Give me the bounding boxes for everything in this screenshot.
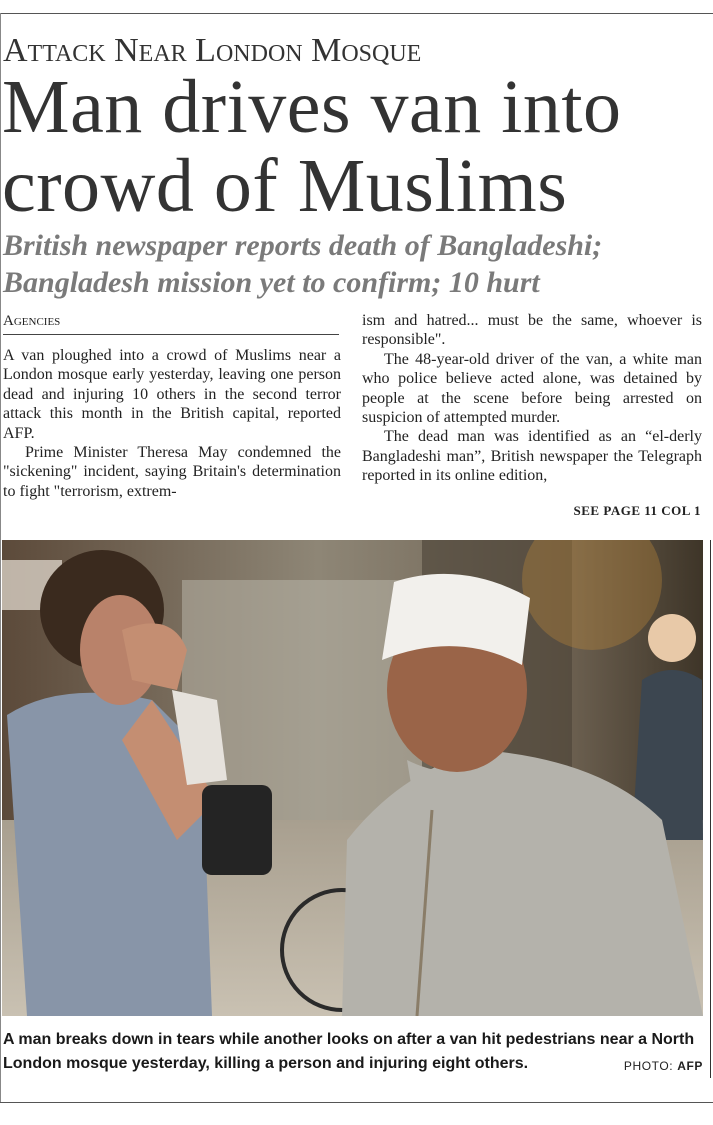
article-column-right bbox=[362, 311, 702, 486]
paragraph: Prime Minister Theresa May condemned the "sickening" incident, saying Britain's determination to fight "terrorism, extrem- bbox=[3, 444, 341, 500]
headline: Man drives van into crowd of Muslims bbox=[2, 65, 622, 228]
paragraph: A van ploughed into a crowd of Muslims near a London mosque early yesterday, leaving one person dead and injuring 10 others in the second terror attack this month in the British capital, reported AFP. bbox=[3, 347, 341, 442]
article-column-left bbox=[3, 346, 341, 501]
page-left-edge bbox=[0, 13, 1, 1103]
news-photo bbox=[2, 540, 703, 1016]
subheadline: British newspaper reports death of Bangladeshi; Bangladesh mission yet to confirm; 10 hurt bbox=[3, 229, 603, 299]
paragraph: The 48-year-old driver of the van, a white man who police believe acted alone, was detained by people at the scene before being arrested on suspicion of attempted murder. bbox=[362, 350, 702, 427]
paragraph: ism and hatred... must be the same, whoever is responsible". bbox=[362, 312, 702, 349]
photo-credit-label: PHOTO: bbox=[623, 1059, 674, 1073]
continuation-jump[interactable]: SEE PAGE 11 COL 1 bbox=[573, 503, 701, 518]
photo-credit bbox=[624, 1059, 703, 1073]
top-rule bbox=[0, 13, 713, 14]
paragraph: The dead man was identified as an “el-derly Bangladeshi man”, British newspaper the Telegraph reported in its online edition, bbox=[362, 428, 702, 485]
bottom-rule bbox=[0, 1102, 713, 1103]
photo-credit-source: AFP bbox=[677, 1059, 703, 1073]
kicker: Attack Near London Mosque bbox=[3, 32, 422, 69]
photo-right-rule bbox=[710, 540, 711, 1078]
photo-caption: A man breaks down in tears while another looks on after a van hit pedestrians near a North London mosque yesterday, killing a person and injuring eight others. bbox=[3, 1031, 695, 1072]
byline: Agencies bbox=[3, 312, 339, 335]
news-photo-illustration bbox=[2, 540, 703, 1016]
